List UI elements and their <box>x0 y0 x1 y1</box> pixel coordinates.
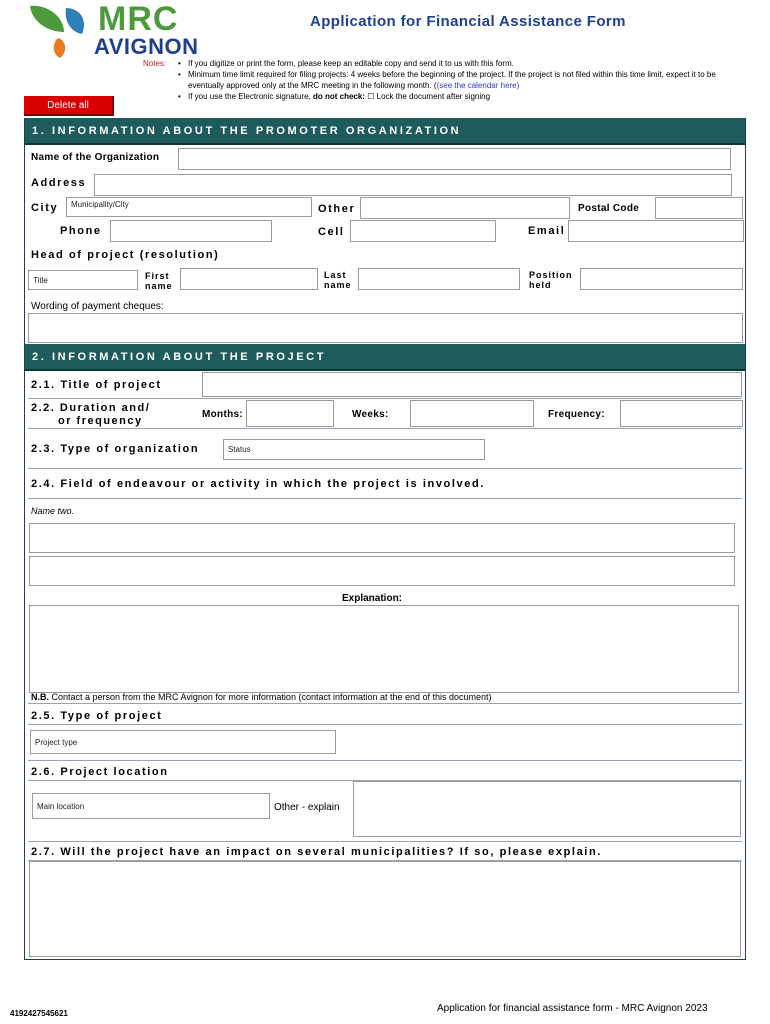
phone-label: Phone <box>60 225 102 237</box>
field-input-1[interactable] <box>29 523 735 553</box>
document-id: 4192427545621 <box>10 1009 68 1018</box>
divider <box>28 724 742 725</box>
s22-label: 2.2. Duration and/ or frequency <box>31 402 151 427</box>
position-held-label: Position held <box>529 270 573 290</box>
impact-input[interactable] <box>29 861 741 957</box>
cell-input[interactable] <box>350 220 496 242</box>
divider <box>28 498 742 499</box>
s27-label: 2.7. Will the project have an impact on several municipalities? If so, please explain. <box>31 846 602 858</box>
calendar-link[interactable]: (see the calendar here) <box>436 81 520 90</box>
city-label: City <box>31 202 59 214</box>
s23-label: 2.3. Type of organization <box>31 443 200 455</box>
email-label: Email <box>528 225 566 237</box>
s25-label: 2.5. Type of project <box>31 710 163 722</box>
logo-text-mrc: MRC <box>98 0 179 38</box>
other-label: Other <box>318 203 356 215</box>
s26-label: 2.6. Project location <box>31 766 169 778</box>
divider <box>28 428 742 429</box>
divider <box>28 760 742 761</box>
frequency-label: Frequency: <box>548 409 605 420</box>
main-location-select[interactable]: Main location <box>32 793 270 819</box>
first-name-label: First name <box>145 271 173 291</box>
field-input-2[interactable] <box>29 556 735 586</box>
divider <box>28 468 742 469</box>
wording-input[interactable] <box>28 313 743 343</box>
section-1-header: 1. INFORMATION ABOUT THE PROMOTER ORGANIZATION <box>25 118 745 145</box>
explanation-label: Explanation: <box>342 593 403 604</box>
weeks-label: Weeks: <box>352 409 389 420</box>
address-label: Address <box>31 177 87 189</box>
frequency-input[interactable] <box>620 400 743 427</box>
note-item: • Minimum time limit required for filing projects: 4 weeks before the beginning of the project. If the project is not filed within this time limit, expect it to be eventually approved only at the MRC meeting in the following month. ((see the calendar here) <box>178 69 753 91</box>
footer-text: Application for financial assistance form - MRC Avignon 2023 <box>437 1003 708 1014</box>
months-label: Months: <box>202 409 243 420</box>
last-name-label: Last name <box>324 270 352 290</box>
divider <box>28 841 742 842</box>
phone-input[interactable] <box>110 220 272 242</box>
first-name-input[interactable] <box>180 268 318 290</box>
logo-text-avignon: AVIGNON <box>94 34 199 59</box>
city-input[interactable]: Municipality/City <box>66 197 312 217</box>
position-held-input[interactable] <box>580 268 743 290</box>
s21-label: 2.1. Title of project <box>31 379 162 391</box>
divider <box>28 703 742 704</box>
note-item: • If you digitize or print the form, please keep an editable copy and send it to us with this form. <box>178 58 753 69</box>
delete-all-button[interactable]: Delete all <box>24 96 114 116</box>
last-name-input[interactable] <box>358 268 520 290</box>
other-input[interactable] <box>360 197 570 219</box>
weeks-input[interactable] <box>410 400 534 427</box>
wording-label: Wording of payment cheques: <box>31 301 164 312</box>
s24-label: 2.4. Field of endeavour or activity in which the project is involved. <box>31 478 485 490</box>
name-two-text: Name two. <box>31 506 75 516</box>
other-explain-label: Other - explain <box>274 802 340 813</box>
mrc-logo <box>24 2 204 58</box>
status-select[interactable]: Status <box>223 439 485 460</box>
nb-note: N.B. Contact a person from the MRC Avignon for more information (contact information at the end of this document) <box>31 692 492 702</box>
explanation-input[interactable] <box>29 605 739 693</box>
section-2-header: 2. INFORMATION ABOUT THE PROJECT <box>25 344 745 371</box>
notes-label: Notes: <box>143 59 167 68</box>
note-item: • If you use the Electronic signature, do not check: ☐ Lock the document after signing <box>178 91 753 102</box>
cell-label: Cell <box>318 226 345 238</box>
head-of-project-label: Head of project (resolution) <box>31 249 220 261</box>
project-title-input[interactable] <box>202 372 742 397</box>
project-type-select[interactable]: Project type <box>30 730 336 754</box>
leaf-icon <box>24 2 94 58</box>
email-input[interactable] <box>568 220 744 242</box>
other-location-input[interactable] <box>353 781 741 837</box>
form-title: Application for Financial Assistance Form <box>310 13 626 30</box>
divider <box>28 398 742 399</box>
months-input[interactable] <box>246 400 334 427</box>
org-name-input[interactable] <box>178 148 731 170</box>
lock-checkbox[interactable]: ☐ <box>367 92 375 101</box>
title-input[interactable]: Title <box>28 270 138 290</box>
org-name-label: Name of the Organization <box>31 152 160 163</box>
address-input[interactable] <box>94 174 732 196</box>
postal-code-input[interactable] <box>655 197 743 219</box>
postal-code-label: Postal Code <box>578 203 640 214</box>
